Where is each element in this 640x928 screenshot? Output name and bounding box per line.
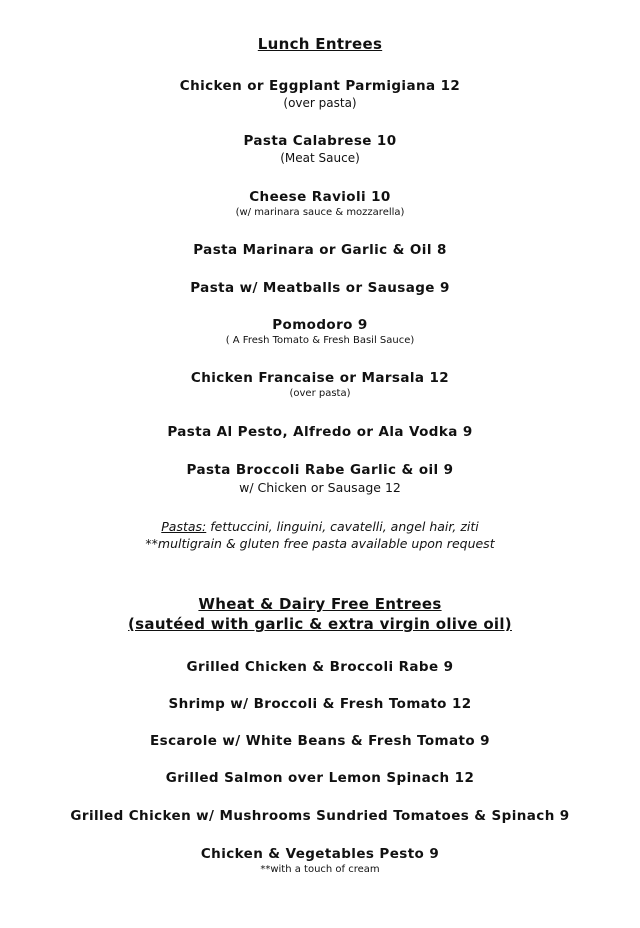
pastas-list: fettuccini, linguini, cavatelli, angel hair, ziti (206, 519, 479, 534)
menu-item (0, 316, 640, 348)
menu-item-name: Grilled Salmon over Lemon Spinach 12 (165, 770, 475, 786)
menu-item (0, 461, 640, 496)
menu-item-name: Chicken & Vegetables Pesto 9 (200, 846, 440, 862)
menu-item-name: Chicken or Eggplant Parmigiana 12 (179, 78, 461, 94)
menu-item-note: ( A Fresh Tomato & Fresh Basil Sauce) (225, 335, 415, 346)
menu-item-note: **with a touch of cream (260, 864, 380, 875)
menu-item (0, 132, 640, 166)
menu-item (0, 695, 640, 713)
menu-item (0, 77, 640, 111)
wheat-dairy-free-heading: Wheat & Dairy Free Entrees (198, 595, 442, 613)
menu-item-name: Grilled Chicken & Broccoli Rabe 9 (186, 659, 454, 675)
menu-item (0, 188, 640, 220)
menu-item (0, 732, 640, 750)
menu-item-note: w/ Chicken or Sausage 12 (239, 480, 401, 495)
pasta-options (0, 518, 640, 552)
menu-item-note: (Meat Sauce) (280, 151, 360, 165)
menu-item-name: Pasta w/ Meatballs or Sausage 9 (190, 280, 450, 296)
menu-item-name: Escarole w/ White Beans & Fresh Tomato 9 (150, 733, 490, 749)
menu-item-note: (over pasta) (289, 388, 351, 399)
menu-item-name: Chicken Francaise or Marsala 12 (190, 370, 450, 386)
menu-item (0, 241, 640, 259)
menu-item (0, 279, 640, 297)
menu-item (0, 845, 640, 877)
menu-item-name: Shrimp w/ Broccoli & Fresh Tomato 12 (168, 696, 472, 712)
menu-item-name: Pomodoro 9 (272, 317, 368, 333)
menu-item-name: Pasta Marinara or Garlic & Oil 8 (193, 242, 447, 258)
lunch-heading: Lunch Entrees (257, 35, 383, 53)
menu-item-note: (over pasta) (283, 96, 357, 110)
pastas-label: Pastas: (161, 519, 207, 534)
menu-item (0, 807, 640, 825)
wheat-dairy-free-subheading: (sautéed with garlic & extra virgin olive oil) (128, 615, 512, 633)
menu-item-name: Pasta Al Pesto, Alfredo or Ala Vodka 9 (167, 424, 473, 440)
menu-item (0, 658, 640, 676)
wheat-dairy-free-section-heading (0, 594, 640, 634)
menu-item (0, 423, 640, 441)
menu-item-name: Cheese Ravioli 10 (249, 189, 391, 205)
menu-item-name: Pasta Calabrese 10 (243, 133, 397, 149)
lunch-section-heading (0, 34, 640, 54)
pasta-availability-note: **multigrain & gluten free pasta available upon request (145, 536, 495, 551)
menu-item-note: (w/ marinara sauce & mozzarella) (235, 207, 405, 218)
menu-item (0, 369, 640, 401)
pastas-line (0, 518, 640, 535)
menu-item (0, 769, 640, 787)
menu-item-name: Pasta Broccoli Rabe Garlic & oil 9 (186, 462, 454, 478)
menu-item-name: Grilled Chicken w/ Mushrooms Sundried Tomatoes & Spinach 9 (70, 808, 570, 824)
